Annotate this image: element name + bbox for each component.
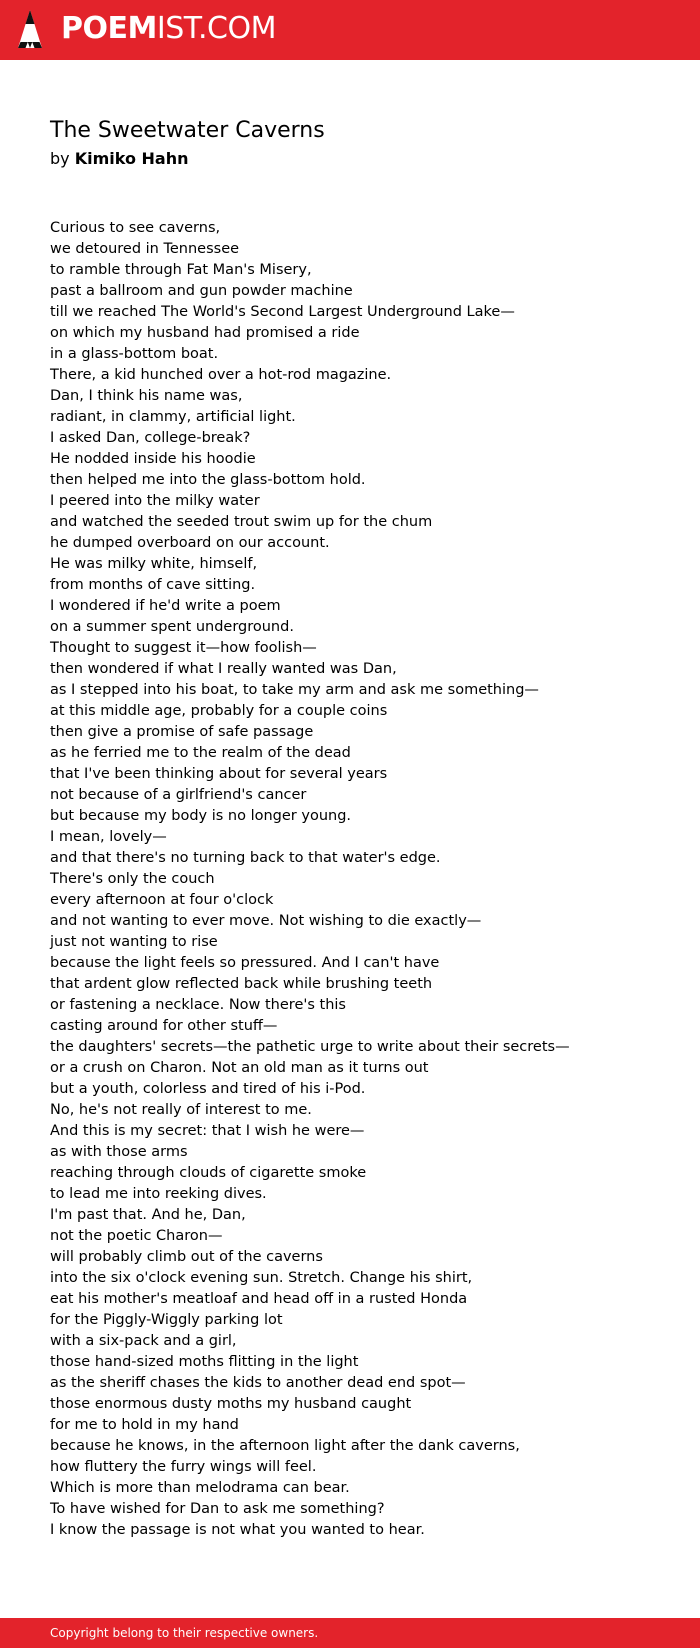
poem-line: to lead me into reeking dives. [50, 1186, 267, 1202]
poem-line: Which is more than melodrama can bear. [50, 1480, 350, 1496]
poem-line: and watched the seeded trout swim up for the chum [50, 514, 433, 530]
poem-line: will probably climb out of the caverns [50, 1249, 323, 1265]
by-label: by [50, 149, 70, 168]
poem-line: and that there's no turning back to that water's edge. [50, 850, 441, 866]
poem-line: from months of cave sitting. [50, 577, 256, 593]
poem-line: Thought to suggest it—how foolish— [50, 640, 317, 656]
poem-line: He was milky white, himself, [50, 556, 258, 572]
poem-line: Curious to see caverns, [50, 220, 221, 236]
poem-line: then give a promise of safe passage [50, 724, 314, 740]
poem-line: as I stepped into his boat, to take my arm and ask me something— [50, 682, 539, 698]
author-name: Kimiko Hahn [74, 149, 189, 168]
poem-line: To have wished for Dan to ask me something? [50, 1501, 385, 1517]
poem-line: not the poetic Charon— [50, 1228, 223, 1244]
poem-line: No, he's not really of interest to me. [50, 1102, 312, 1118]
poem-line: because the light feels so pressured. And I can't have [50, 955, 440, 971]
poem-line: for the Piggly-Wiggly parking lot [50, 1312, 283, 1328]
poem-line: he dumped overboard on our account. [50, 535, 330, 551]
poem-line: He nodded inside his hoodie [50, 451, 256, 467]
poem-line: to ramble through Fat Man's Misery, [50, 262, 312, 278]
poem-line: the daughters' secrets—the pathetic urge to write about their secrets— [50, 1039, 570, 1055]
poem-line: for me to hold in my hand [50, 1417, 239, 1433]
poem-line: then helped me into the glass-bottom hold. [50, 472, 366, 488]
poem-line: that ardent glow reflected back while brushing teeth [50, 976, 433, 992]
poem-line: Dan, I think his name was, [50, 388, 243, 404]
site-footer [0, 1618, 700, 1648]
copyright-notice: Copyright belong to their respective owners. [50, 1626, 319, 1640]
poem-line: I wondered if he'd write a poem [50, 598, 281, 614]
poem-line: radiant, in clammy, artificial light. [50, 409, 296, 425]
poem-line: as the sheriff chases the kids to another dead end spot— [50, 1375, 466, 1391]
poem-body [50, 218, 670, 1541]
poem-line: and not wanting to ever move. Not wishing to die exactly— [50, 913, 482, 929]
poem-line: on which my husband had promised a ride [50, 325, 360, 341]
poem-line: those enormous dusty moths my husband caught [50, 1396, 412, 1412]
poem-line: every afternoon at four o'clock [50, 892, 274, 908]
poem-line: I know the passage is not what you wanted to hear. [50, 1522, 425, 1538]
byline [50, 148, 189, 170]
poem-line: There's only the couch [50, 871, 215, 887]
poem-line: till we reached The World's Second Largest Underground Lake— [50, 304, 515, 320]
poem-line: into the six o'clock evening sun. Stretch. Change his shirt, [50, 1270, 473, 1286]
poem-line: not because of a girlfriend's cancer [50, 787, 307, 803]
brand-bold-text: POEM [61, 11, 157, 46]
poem-line: There, a kid hunched over a hot-rod magazine. [50, 367, 392, 383]
poem-line: eat his mother's meatloaf and head off in a rusted Honda [50, 1291, 468, 1307]
poem-line: those hand-sized moths flitting in the light [50, 1354, 359, 1370]
poem-line: And this is my secret: that I wish he were— [50, 1123, 365, 1139]
poem-line: we detoured in Tennessee [50, 241, 240, 257]
site-logo-text[interactable] [61, 11, 276, 47]
poem-line: I peered into the milky water [50, 493, 260, 509]
poem-line: casting around for other stuff— [50, 1018, 278, 1034]
brand-light-text: IST.COM [156, 11, 276, 46]
poem-line: or fastening a necklace. Now there's this [50, 997, 346, 1013]
poem-line: in a glass-bottom boat. [50, 346, 219, 362]
poem-line: I mean, lovely— [50, 829, 167, 845]
poem-line: as he ferried me to the realm of the dead [50, 745, 351, 761]
poem-line: how fluttery the furry wings will feel. [50, 1459, 317, 1475]
poem-line: I'm past that. And he, Dan, [50, 1207, 246, 1223]
poem-line: on a summer spent underground. [50, 619, 294, 635]
poem-line: but a youth, colorless and tired of his i-Pod. [50, 1081, 366, 1097]
poem-line: then wondered if what I really wanted was Dan, [50, 661, 397, 677]
poem-line: because he knows, in the afternoon light after the dank caverns, [50, 1438, 520, 1454]
poem-line: reaching through clouds of cigarette smoke [50, 1165, 367, 1181]
poem-line: just not wanting to rise [50, 934, 218, 950]
site-header [0, 0, 700, 60]
poem-line: or a crush on Charon. Not an old man as it turns out [50, 1060, 429, 1076]
poem-line: at this middle age, probably for a couple coins [50, 703, 388, 719]
poem-title: The Sweetwater Caverns [50, 118, 325, 143]
poem-line: past a ballroom and gun powder machine [50, 283, 353, 299]
pencil-tip-icon[interactable] [16, 8, 44, 52]
poem-line: with a six-pack and a girl, [50, 1333, 237, 1349]
poem-line: I asked Dan, college-break? [50, 430, 251, 446]
poem-line: that I've been thinking about for several years [50, 766, 388, 782]
poem-line: as with those arms [50, 1144, 188, 1160]
poem-line: but because my body is no longer young. [50, 808, 352, 824]
